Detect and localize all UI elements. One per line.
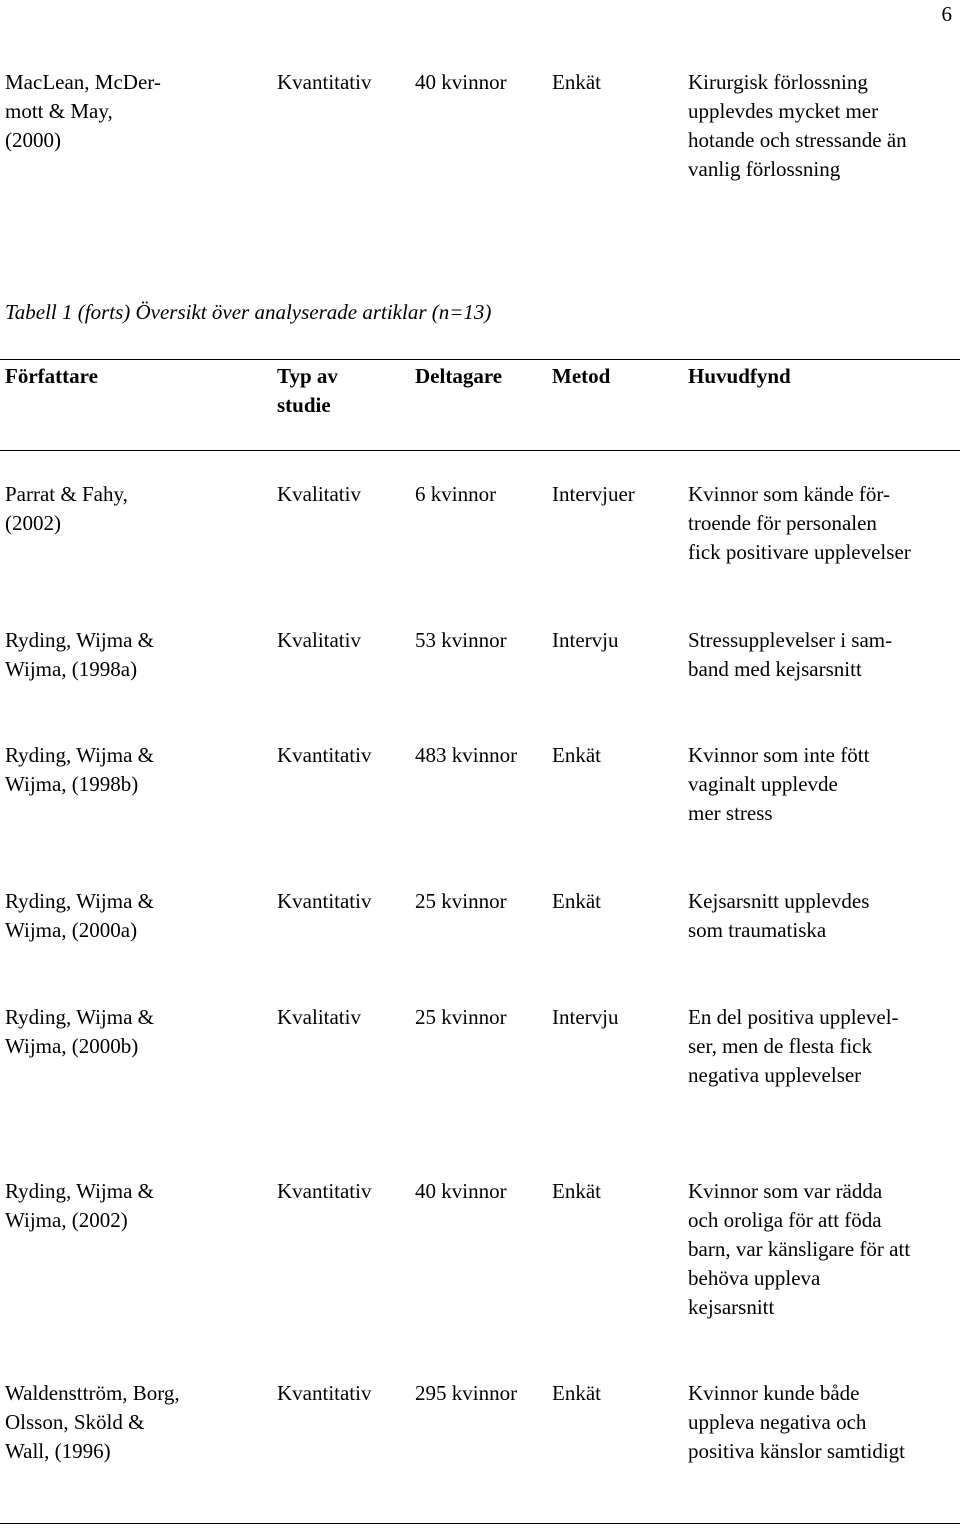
- participants-cell: 295 kvinnor: [415, 1381, 518, 1405]
- method-cell: Intervju: [552, 628, 619, 652]
- method-cell: Intervjuer: [552, 482, 635, 506]
- finding-cell: En del positiva upplevel- ser, men de flesta fick negativa upplevelser: [688, 1005, 899, 1087]
- participants-cell: 25 kvinnor: [415, 889, 507, 913]
- finding-cell: Kvinnor som var rädda och oroliga för att föda barn, var känsligare för att behöva uppleva kejsarsnitt: [688, 1179, 911, 1319]
- method-cell: Enkät: [552, 1381, 601, 1405]
- header-participants: Deltagare: [415, 364, 503, 388]
- table-top-rule: [0, 359, 960, 360]
- header-author: Författare: [5, 364, 98, 388]
- method-cell: Enkät: [552, 889, 601, 913]
- table-bottom-rule: [0, 1523, 960, 1524]
- table-caption: Tabell 1 (forts) Översikt över analyserade artiklar (n=13): [5, 300, 492, 324]
- finding-cell: Kvinnor kunde både uppleva negativa och positiva känslor samtidigt: [688, 1381, 905, 1463]
- author-cell: Ryding, Wijma & Wijma, (1998b): [5, 743, 155, 796]
- participants-cell: 53 kvinnor: [415, 628, 507, 652]
- author-cell: Parrat & Fahy, (2002): [5, 482, 128, 535]
- type-cell: Kvalitativ: [277, 1005, 361, 1029]
- finding-cell: Kirurgisk förlossning upplevdes mycket mer hotande och stressande än vanlig förlossning: [688, 70, 907, 181]
- finding-cell: Kvinnor som kände för- troende för personalen fick positivare upplevelser: [688, 482, 911, 564]
- type-cell: Kvalitativ: [277, 628, 361, 652]
- author-cell: Ryding, Wijma & Wijma, (2000b): [5, 1005, 155, 1058]
- type-cell: Kvalitativ: [277, 482, 361, 506]
- header-finding: Huvudfynd: [688, 364, 791, 388]
- type-cell: Kvantitativ: [277, 889, 372, 913]
- type-cell: Kvantitativ: [277, 1381, 372, 1405]
- participants-cell: 40 kvinnor: [415, 1179, 507, 1203]
- participants-cell: 483 kvinnor: [415, 743, 518, 767]
- type-cell: Kvantitativ: [277, 70, 372, 94]
- author-cell: Waldensttröm, Borg, Olsson, Sköld & Wall, (1996): [5, 1381, 180, 1463]
- page-number: 6: [941, 2, 952, 26]
- author-cell: Ryding, Wijma & Wijma, (2002): [5, 1179, 155, 1232]
- finding-cell: Kvinnor som inte fött vaginalt upplevde mer stress: [688, 743, 870, 825]
- method-cell: Enkät: [552, 70, 601, 94]
- participants-cell: 25 kvinnor: [415, 1005, 507, 1029]
- type-cell: Kvantitativ: [277, 743, 372, 767]
- finding-cell: Kejsarsnitt upplevdes som traumatiska: [688, 889, 870, 942]
- author-cell: Ryding, Wijma & Wijma, (1998a): [5, 628, 155, 681]
- author-cell: Ryding, Wijma & Wijma, (2000a): [5, 889, 155, 942]
- header-bottom-rule: [0, 450, 960, 451]
- type-cell: Kvantitativ: [277, 1179, 372, 1203]
- header-method: Metod: [552, 364, 611, 388]
- method-cell: Enkät: [552, 743, 601, 767]
- header-type: Typ av studie: [277, 364, 338, 417]
- participants-cell: 40 kvinnor: [415, 70, 507, 94]
- method-cell: Enkät: [552, 1179, 601, 1203]
- participants-cell: 6 kvinnor: [415, 482, 497, 506]
- author-cell: MacLean, McDer- mott & May, (2000): [5, 70, 161, 152]
- method-cell: Intervju: [552, 1005, 619, 1029]
- finding-cell: Stressupplevelser i sam- band med kejsarsnitt: [688, 628, 893, 681]
